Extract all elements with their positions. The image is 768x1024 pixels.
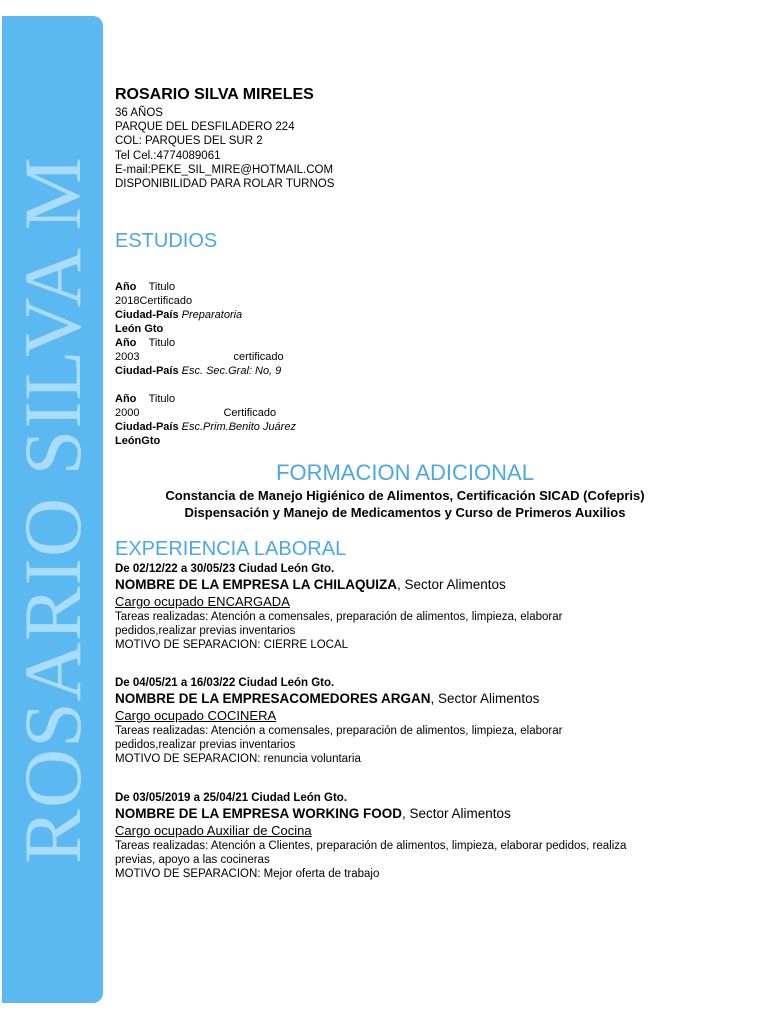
sidebar-banner [2, 16, 103, 1003]
certificate: Certificado [139, 295, 193, 307]
education-entry [115, 392, 296, 448]
year: 2003 [115, 351, 140, 363]
job-position: Cargo ocupado COCINERA [115, 708, 277, 723]
titulo-label: Titulo [148, 281, 176, 293]
job-dates: De 02/12/22 a 30/05/23 Ciudad León Gto. [115, 563, 335, 575]
education-entry [115, 336, 284, 378]
job-separation-reason: MOTIVO DE SEPARACION: Mejor oferta de trabajo [115, 868, 380, 880]
company-sector: , Sector Alimentos [402, 806, 511, 821]
job-separation-reason: MOTIVO DE SEPARACION: renuncia voluntaria [115, 753, 361, 765]
phone: Tel Cel.:4774089061 [115, 149, 221, 162]
school: Esc.Prim.Benito Juárez [181, 421, 296, 433]
job-tasks: Tareas realizadas: Atención a comensales, preparación de alimentos, limpieza, elaborar pedidos,realizar previas inventarios [115, 611, 563, 637]
company-sector: , Sector Alimentos [397, 577, 506, 592]
ano-label: Año [115, 393, 137, 405]
certificate: Certificado [223, 407, 277, 419]
ciudad-label: Ciudad-País [115, 309, 179, 321]
titulo-label: Titulo [148, 393, 176, 405]
formacion-body: Constancia de Manejo Higiénico de Alimentos, Certificación SICAD (Cofepris) Dispensación y Manejo de Medicamentos y Curso de Primeros Auxilios [165, 488, 645, 520]
titulo-label: Titulo [148, 337, 176, 349]
job-tasks: Tareas realizadas: Atención a Clientes, preparación de alimentos, limpieza, elaborar pedidos, realiza previas, apoyo a las cocineras [115, 840, 627, 866]
job-position: Cargo ocupado Auxiliar de Cocina [115, 823, 312, 838]
age: 36 AÑOS [115, 107, 163, 119]
colony: COL: PARQUES DEL SUR 2 [115, 135, 263, 148]
school: Preparatoria [181, 309, 243, 321]
email: E-mail:PEKE_SIL_MIRE@HOTMAIL.COM [115, 163, 334, 176]
experiencia-title: EXPERIENCIA LABORAL [115, 538, 347, 560]
ciudad-label: Ciudad-País [115, 365, 179, 377]
job-dates: De 03/05/2019 a 25/04/21 Ciudad León Gto. [115, 792, 348, 804]
education-entry [115, 280, 242, 336]
company-sector: , Sector Alimentos [430, 691, 540, 706]
job-entry [115, 676, 635, 766]
school: Esc. Sec.Gral: No, 9 [181, 365, 282, 377]
ano-label: Año [115, 337, 137, 349]
job-tasks: Tareas realizadas: Atención a comensales, preparación de alimentos, limpieza, elaborar pedidos,realizar previas inventarios [115, 725, 563, 751]
company-name: NOMBRE DE LA EMPRESA WORKING FOOD [115, 806, 403, 821]
ano-label: Año [115, 281, 137, 293]
formacion-title: FORMACION ADICIONAL [276, 460, 534, 485]
contact-block [115, 106, 334, 191]
sidebar-watermark: ROSARIO SILVA M [6, 155, 98, 864]
year: 2000 [115, 407, 140, 419]
city: LeónGto [115, 435, 161, 447]
company-name: NOMBRE DE LA EMPRESACOMEDORES ARGAN [115, 691, 431, 706]
certificate: certificado [233, 351, 284, 363]
job-dates: De 04/05/21 a 16/03/22 Ciudad León Gto. [115, 677, 335, 689]
estudios-title: ESTUDIOS [115, 230, 218, 252]
availability: DISPONIBILIDAD PARA ROLAR TURNOS [115, 178, 335, 191]
job-entry [115, 791, 635, 881]
job-entry [115, 562, 635, 652]
company-name: NOMBRE DE LA EMPRESA LA CHILAQUIZA [115, 577, 397, 592]
candidate-name: ROSARIO SILVA MIRELES [115, 86, 314, 103]
job-separation-reason: MOTIVO DE SEPARACION: CIERRE LOCAL [115, 639, 349, 651]
address: PARQUE DEL DESFILADERO 224 [115, 121, 295, 134]
ciudad-label: Ciudad-País [115, 421, 179, 433]
city: León Gto [115, 323, 164, 335]
year: 2018 [115, 295, 140, 307]
job-position: Cargo ocupado ENCARGADA [115, 594, 290, 609]
